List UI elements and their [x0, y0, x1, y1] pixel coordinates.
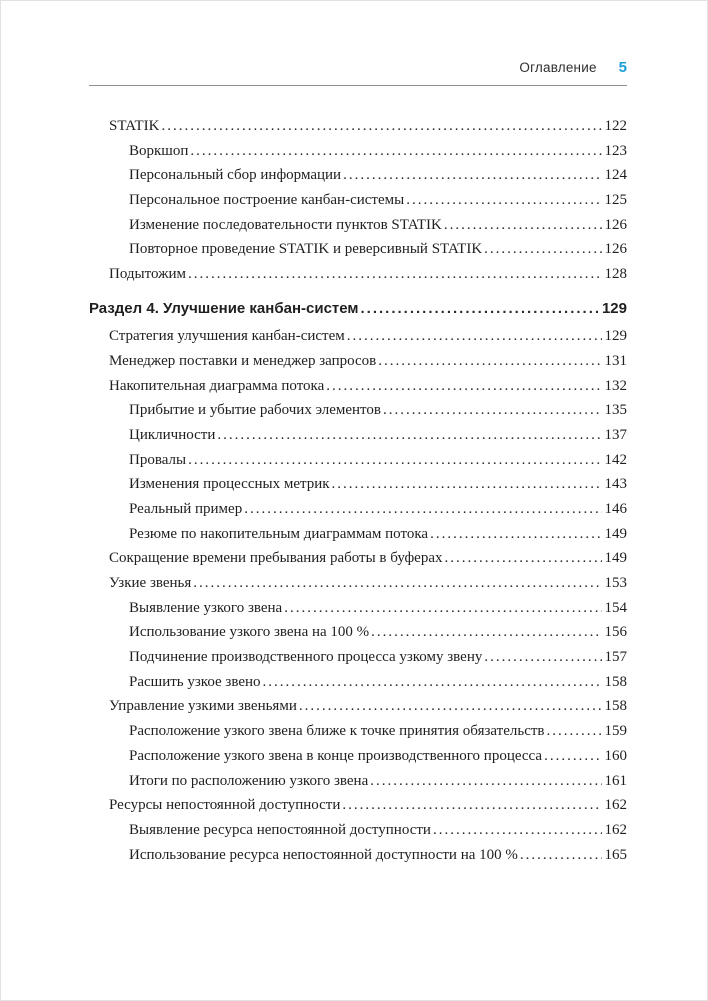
dot-leader — [484, 650, 601, 666]
toc-entry-label: Ресурсы непостоянной доступности — [109, 798, 341, 814]
toc-section-entry — [89, 301, 627, 317]
dot-leader — [299, 699, 602, 715]
toc-entry-label: Использование узкого звена на 100 % — [129, 625, 370, 641]
toc-entry — [89, 242, 627, 258]
toc-entry-label: Раздел 4. Улучшение канбан-систем — [89, 300, 359, 317]
dot-leader — [347, 329, 602, 345]
toc-list — [89, 119, 627, 863]
toc-entry-label: STATIK — [109, 119, 160, 134]
toc-entry-page: 143 — [604, 476, 627, 493]
toc-entry-label: Персональное построение канбан-системы — [129, 193, 405, 209]
toc-entry-label: Выявление ресурса непостоянной доступности — [129, 822, 431, 838]
toc-entry-page: 153 — [604, 575, 627, 591]
dot-leader — [371, 625, 601, 641]
toc-entry — [89, 823, 627, 839]
dot-leader — [361, 301, 599, 317]
toc-entry-label: Расположение узкого звена ближе к точке принятия обязательств — [129, 724, 545, 740]
toc-entry — [89, 749, 627, 765]
toc-entry — [89, 724, 627, 740]
toc-entry-label: Стратегия улучшения канбан-систем — [109, 329, 345, 345]
toc-entry — [89, 551, 627, 567]
toc-entry-label: Узкие звенья — [109, 576, 192, 591]
toc-entry-page: 131 — [604, 352, 627, 369]
dot-leader — [326, 379, 601, 395]
toc-entry-label: Реальный пример — [129, 501, 243, 517]
toc-entry — [89, 267, 627, 283]
toc-entry-page: 135 — [604, 402, 627, 419]
toc-entry-page: 126 — [604, 216, 627, 233]
toc-entry-page: 157 — [604, 649, 627, 666]
dot-leader — [370, 774, 601, 790]
toc-entry-label: Прибытие и убытие рабочих элементов — [129, 403, 381, 419]
dot-leader — [217, 428, 601, 444]
toc-entry-label: Использование ресурса непостоянной доступности на 100 % — [129, 847, 518, 863]
toc-entry-label: Изменения процессных метрик — [129, 477, 330, 493]
dot-leader — [284, 601, 601, 617]
dot-leader — [342, 798, 601, 814]
dot-leader — [383, 403, 602, 419]
dot-leader — [444, 218, 602, 234]
dot-leader — [188, 267, 602, 283]
toc-entry — [89, 144, 627, 160]
toc-entry-page: 146 — [604, 500, 627, 517]
dot-leader — [406, 193, 601, 209]
dot-leader — [161, 119, 601, 135]
toc-entry-label: Расшить узкое звено — [129, 674, 261, 690]
page-header — [89, 59, 627, 86]
toc-entry — [89, 119, 627, 135]
dot-leader — [190, 144, 601, 160]
toc-entry — [89, 193, 627, 209]
toc-entry-label: Резюме по накопительным диаграммам потока — [129, 526, 429, 542]
toc-entry-page: 162 — [604, 821, 627, 838]
toc-entry-page: 162 — [604, 797, 627, 814]
toc-entry — [89, 675, 627, 691]
toc-entry-page: 158 — [604, 698, 627, 715]
toc-entry-page: 125 — [604, 192, 627, 209]
toc-entry — [89, 576, 627, 592]
dot-leader — [332, 477, 602, 493]
toc-entry — [89, 699, 627, 715]
toc-entry — [89, 379, 627, 395]
toc-entry-page: 129 — [604, 328, 627, 345]
toc-entry — [89, 168, 627, 184]
dot-leader — [547, 724, 602, 740]
toc-entry-page: 123 — [604, 142, 627, 159]
toc-entry-page: 160 — [604, 747, 627, 764]
toc-entry-label: Выявление узкого звена — [129, 600, 283, 616]
toc-entry — [89, 453, 627, 469]
toc-entry-label: Подчинение производственного процесса узкому звену — [129, 650, 483, 666]
toc-entry-label: Итоги по расположению узкого звена — [129, 773, 369, 789]
toc-entry-page: 128 — [604, 266, 627, 283]
toc-entry — [89, 329, 627, 345]
toc-entry-page: 124 — [604, 167, 627, 184]
toc-entry-label: Менеджер поставки и менеджер запросов — [109, 353, 377, 369]
toc-entry-label: Накопительная диаграмма потока — [109, 378, 325, 394]
toc-entry-page: 161 — [604, 772, 627, 789]
dot-leader — [343, 168, 601, 184]
toc-entry-label: Сокращение времени пребывания работы в буферах — [109, 551, 443, 567]
toc-entry — [89, 403, 627, 419]
toc-entry-page: 159 — [604, 723, 627, 740]
toc-entry-page: 129 — [601, 299, 627, 317]
toc-entry — [89, 527, 627, 543]
toc-entry-page: 149 — [604, 550, 627, 567]
toc-entry-label: Цикличности — [129, 427, 216, 443]
toc-entry-label: Повторное проведение STATIK и реверсивный STATIK — [129, 242, 483, 258]
toc-entry-page: 122 — [604, 118, 627, 134]
toc-entry-label: Управление узкими звеньями — [109, 699, 297, 715]
toc-entry — [89, 218, 627, 234]
toc-entry-page: 165 — [604, 846, 627, 863]
dot-leader — [445, 551, 602, 567]
toc-entry-label: Провалы — [129, 452, 187, 468]
dot-leader — [484, 242, 601, 258]
toc-entry — [89, 650, 627, 666]
dot-leader — [188, 453, 601, 469]
toc-entry-page: 142 — [604, 451, 627, 468]
toc-entry-page: 149 — [604, 525, 627, 542]
toc-entry — [89, 477, 627, 493]
header-title: Оглавление — [519, 60, 597, 75]
toc-entry — [89, 625, 627, 641]
dot-leader — [433, 823, 602, 839]
header-page-number: 5 — [618, 59, 627, 76]
dot-leader — [263, 675, 602, 691]
toc-entry-label: Расположение узкого звена в конце производственного процесса — [129, 748, 543, 764]
toc-entry-page: 154 — [604, 599, 627, 616]
dot-leader — [520, 848, 602, 864]
toc-entry — [89, 848, 627, 864]
toc-entry — [89, 502, 627, 518]
toc-entry-page: 158 — [604, 673, 627, 690]
toc-entry-label: Персональный сбор информации — [129, 168, 342, 184]
dot-leader — [244, 502, 601, 518]
dot-leader — [430, 527, 601, 543]
toc-entry-label: Изменение последовательности пунктов STATIK — [129, 217, 442, 233]
toc-entry-page: 132 — [604, 377, 627, 394]
dot-leader — [193, 576, 601, 592]
toc-entry — [89, 601, 627, 617]
toc-entry-page: 126 — [604, 241, 627, 258]
toc-entry — [89, 798, 627, 814]
dot-leader — [544, 749, 601, 765]
toc-entry — [89, 354, 627, 370]
dot-leader — [378, 354, 601, 370]
toc-entry-page: 137 — [604, 426, 627, 443]
toc-entry-label: Подытожим — [109, 267, 186, 283]
toc-entry — [89, 428, 627, 444]
toc-entry-label: Воркшоп — [129, 143, 189, 159]
toc-entry — [89, 774, 627, 790]
toc-entry-page: 156 — [604, 624, 627, 641]
